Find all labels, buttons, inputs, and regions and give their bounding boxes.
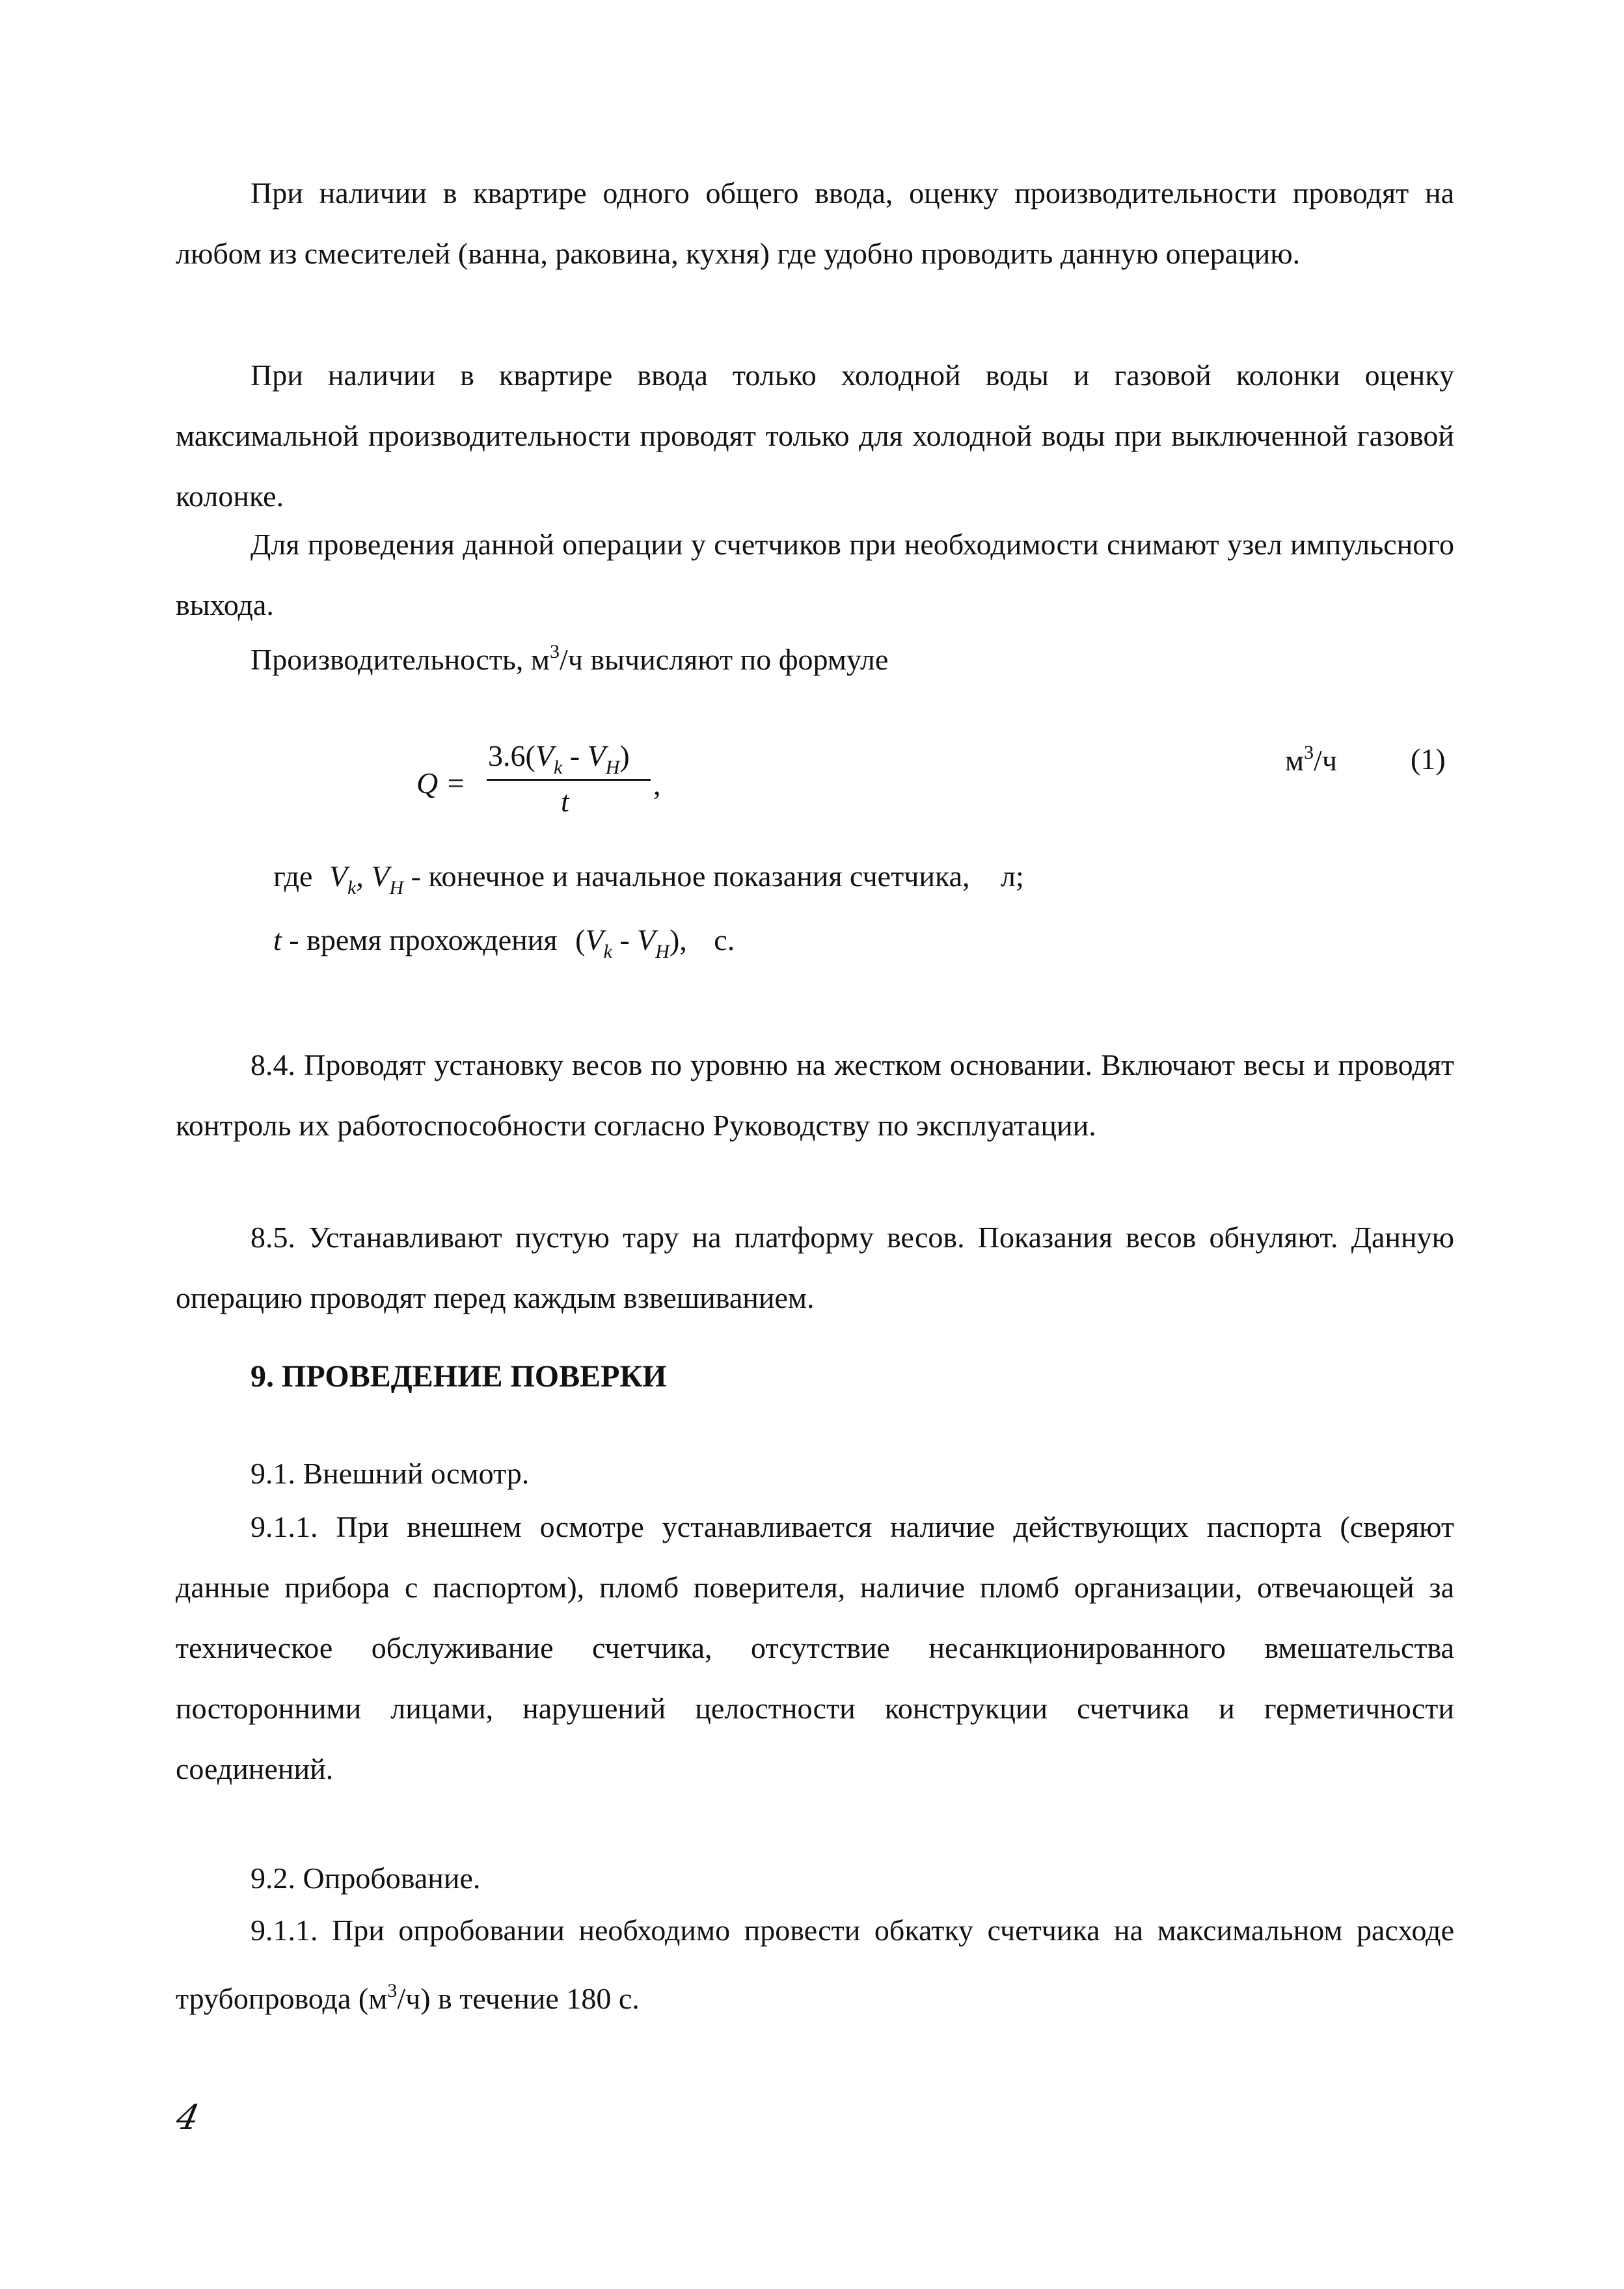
paragraph-formula-intro: Производительность, $м^3/ч$ вычисляют по формуле	[250, 641, 889, 676]
fraction-bar	[487, 779, 651, 781]
paragraph-pulse-output: Для проведения данной операции у счетчиков при необходимости снимают узел импульсного выхода.	[176, 528, 1454, 621]
section-8-5: 8.5. Устанавливают пустую тару на платформу весов. Показания весов обнуляют. Данную операцию проводят перед каждым взвешиванием.	[176, 1221, 1454, 1314]
where-line-readings: где $V_k$, $V_Н$ - конечное и начальное показания счетчика, л;	[273, 860, 1024, 899]
section-9-1: 9.1. Внешний осмотр.	[250, 1457, 530, 1490]
formula-units: $м^3/ч$	[1285, 742, 1338, 777]
section-9-1-1-inspection: 9.1.1. При внешнем осмотре устанавливается наличие действующих паспорта (сверяют данные прибора с паспортом), пломб поверителя, наличие пломб организации, отвечающей за техническое обслуживание счетчика, отсутствие несанкционированного вмешательства посторонними лицами, нарушений целостности конструкции счетчика и герметичности соединений.	[176, 1510, 1454, 1785]
page-number: 4	[172, 2098, 203, 2137]
flow-rate-formula	[416, 738, 690, 849]
formula-comma: ,	[653, 768, 661, 801]
section-8-4: 8.4. Проводят установку весов по уровню на жестком основании. Включают весы и проводят контроль их работоспособности согласно Руководству по эксплуатации.	[176, 1048, 1454, 1142]
formula-numerator: $3.6(V_k - V_Н)$	[488, 739, 630, 778]
section-9-2: 9.2. Опробование.	[250, 1862, 481, 1895]
paragraph-common-inlet: При наличии в квартире одного общего ввода, оценку производительности проводят на любом из смесителей (ванна, раковина, кухня) где удобно проводить данную операцию.	[176, 176, 1454, 270]
equation-number: (1)	[1411, 742, 1446, 776]
paragraph-cold-water-inlet: При наличии в квартире ввода только холодной воды и газовой колонки оценку максимальной производительности проводят только для холодной воды при выключенной газовой колонке.	[176, 359, 1454, 513]
section-9-heading: 9. ПРОВЕДЕНИЕ ПОВЕРКИ	[250, 1359, 667, 1394]
formula-denominator: t	[561, 785, 569, 818]
where-line-time: t - время прохождения $(V_k - V_Н)$, с.	[273, 923, 735, 962]
section-9-1-1-testing: 9.1.1. При опробовании необходимо провести обкатку счетчика на максимальном расходе трубопровода $(м^3/ч)$ в течение 180 с.	[176, 1914, 1454, 2015]
formula-lhs: Q =	[416, 766, 466, 800]
